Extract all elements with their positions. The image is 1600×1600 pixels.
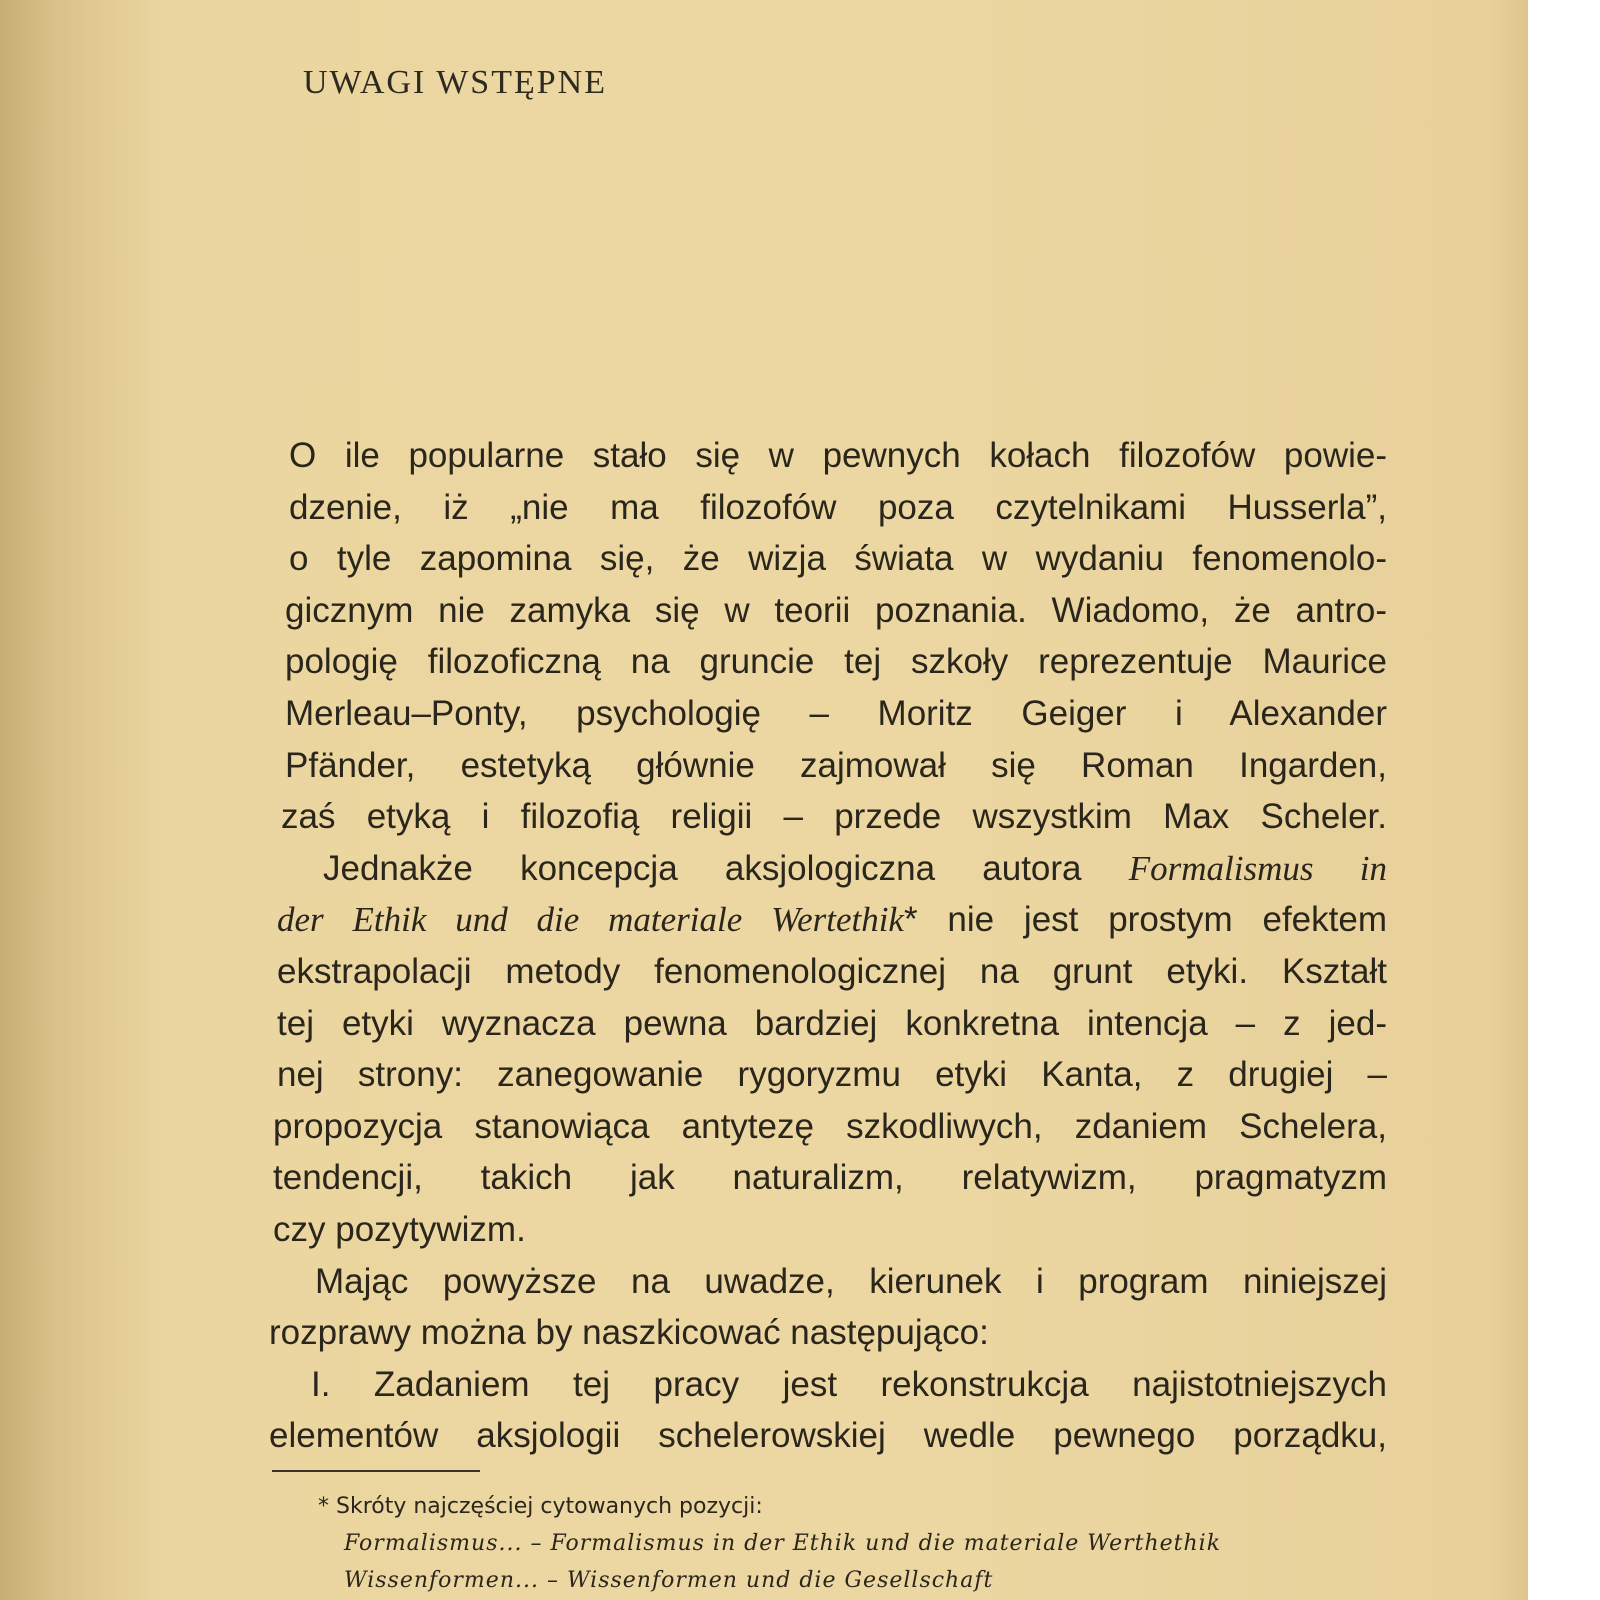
text-line: Mając powyższe na uwadze, kierunek i program niniejszej [315,1261,1387,1301]
text-line: o tyle zapomina się, że wizja świata w wydaniu fenomenolo- [289,539,1387,579]
text-line [277,894,1387,946]
text-line: propozycja stanowiąca antytezę szkodliwych, zdaniem Schelera, [273,1106,1387,1146]
text-line: czy pozytywizm. [273,1209,526,1249]
text-line: O ile popularne stało się w pewnych kołach filozofów powie- [289,436,1387,475]
footnote-item: Wissenformen... – Wissenformen und die Gesellschaft [344,1568,994,1593]
text-line: pologię filozoficzną na gruncie tej szkoły reprezentuje Maurice [285,642,1387,682]
text-fragment: * nie jest prostym efektem [903,900,1387,940]
text-line: ekstrapolacji metody fenomenologicznej na grunt etyki. Kształt [277,951,1387,991]
text-line: rozprawy można by naszkicować następująco: [269,1313,989,1353]
body-text [269,430,1387,1462]
text-line: elementów aksjologii schelerowskiej wedle pewnego porządku, [269,1416,1387,1456]
text-line [281,843,1387,895]
footnote-lead: * Skróty najczęściej cytowanych pozycji: [318,1494,763,1519]
text-line: tej etyki wyznacza pewna bardziej konkretna intencja – z jed- [277,1003,1387,1043]
text-line: zaś etyką i filozofią religii – przede wszystkim Max Scheler. [281,797,1387,837]
text-line: Merleau–Ponty, psychologię – Moritz Geiger i Alexander [285,693,1387,733]
text-line: tendencji, takich jak naturalizm, relatywizm, pragmatyzm [273,1158,1387,1198]
text-line: Pfänder, estetyką głównie zajmował się Roman Ingarden, [285,745,1387,785]
text-line: dzenie, iż „nie ma filozofów poza czytelnikami Husserla”, [289,487,1387,527]
footnote-divider [272,1470,480,1472]
footnote-item: Formalismus... – Formalismus in der Ethik und die materiale Werthethik [344,1531,1222,1556]
text-fragment: Jednakże koncepcja aksjologiczna autora [323,848,1129,888]
text-line: gicznym nie zamyka się w teorii poznania. Wiadomo, że antro- [285,590,1387,630]
italic-title: Formalismus in [1128,848,1387,888]
italic-title: der Ethik und die materiale Wertethik [277,900,904,940]
chapter-heading: UWAGI WSTĘPNE [303,64,607,101]
page-gutter-shadow [0,0,160,1600]
text-line: nej strony: zanegowanie rygoryzmu etyki Kanta, z drugiej – [277,1055,1387,1095]
footnote [318,1488,1318,1599]
text-line: I. Zadaniem tej pracy jest rekonstrukcja najistotniejszych [311,1364,1387,1404]
